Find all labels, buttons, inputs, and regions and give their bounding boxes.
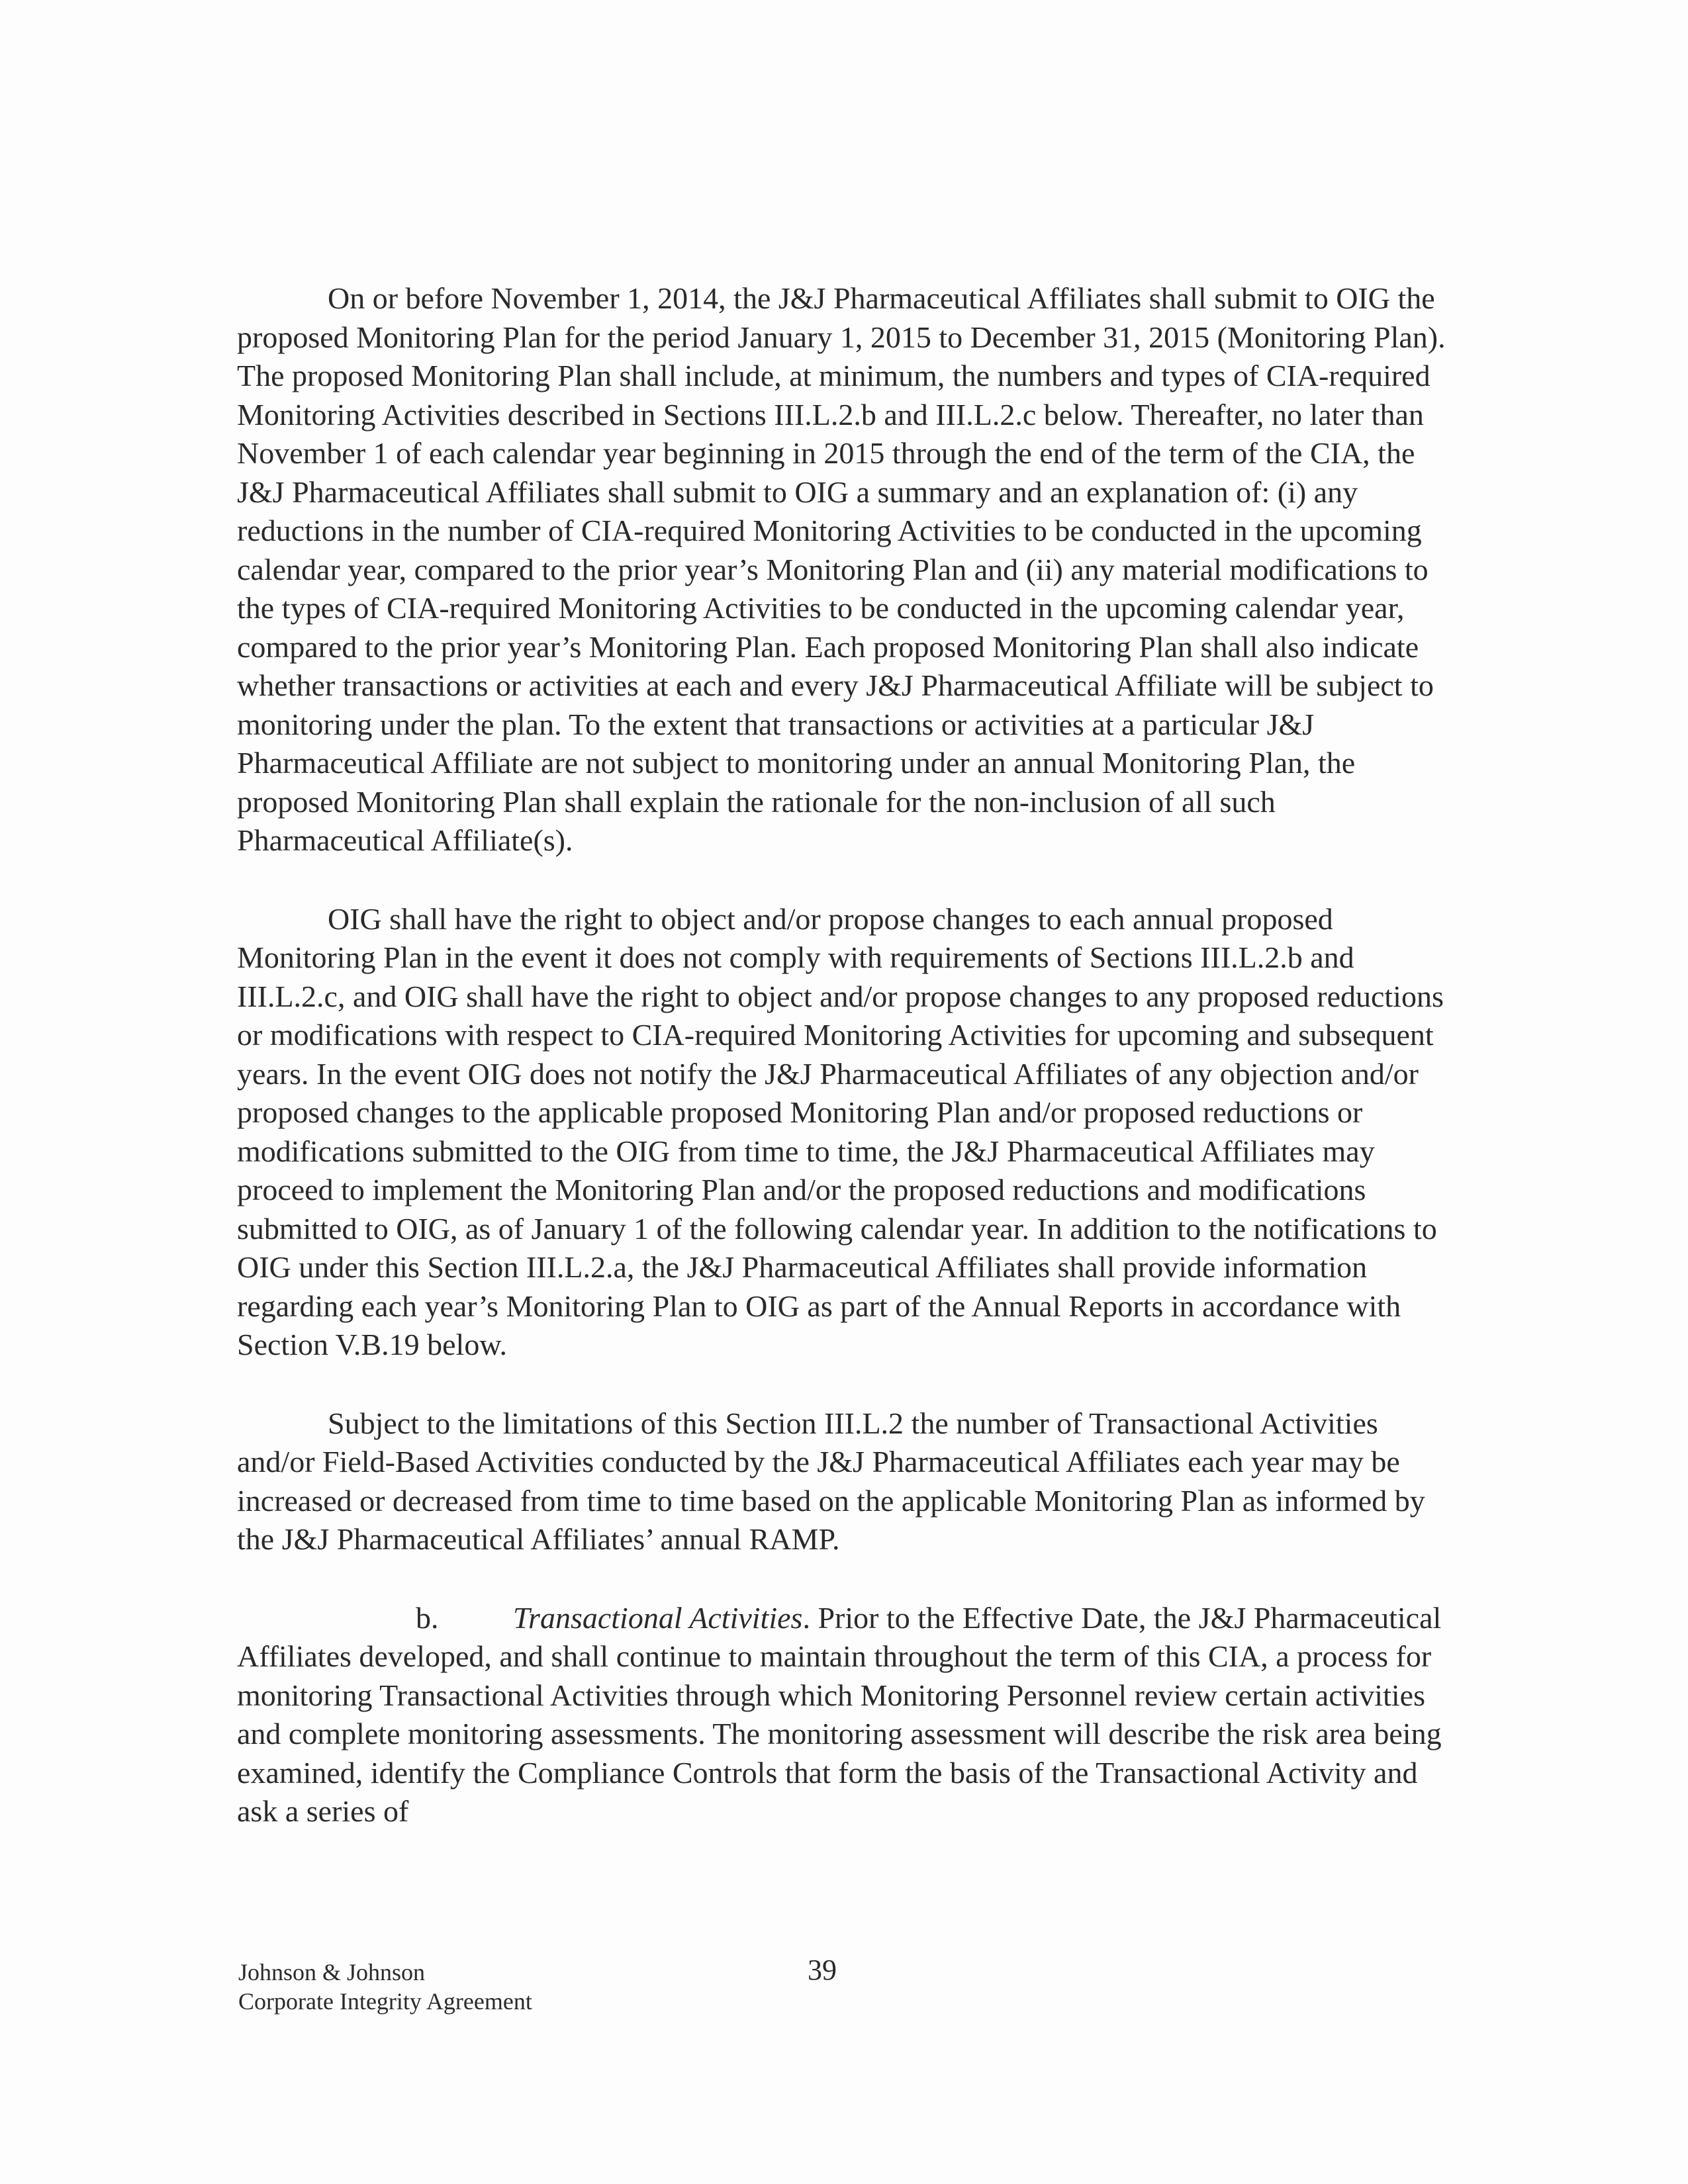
section-b-title: Transactional Activities [513,1600,803,1635]
page-number: 39 [808,1954,837,1986]
paragraph-activity-limitations: Subject to the limitations of this Section III.L.2 the number of Transactional Activities and/or Field-Based Activities conducted by the J&J Pharmaceutical Affiliates each year may be increased or decreased from time to time based on the applicable Monitoring Plan as informed by the J&J Pharmaceutical Affiliates’ annual RAMP. [237,1406,1425,1556]
paragraph-monitoring-plan-submission: On or before November 1, 2014, the J&J Pharmaceutical Affiliates shall submit to OIG the proposed Monitoring Plan for the period January 1, 2015 to December 31, 2015 (Monitoring Plan). The proposed Monitoring Plan shall include, at minimum, the numbers and types of CIA-required Monitoring Activities described in Sections III.L.2.b and III.L.2.c below. Thereafter, no later than November 1 of each calendar year beginning in 2015 through the end of the term of the CIA, the J&J Pharmaceutical Affiliates shall submit to OIG a summary and an explanation of: (i) any reductions in the number of CIA-required Monitoring Activities to be conducted in the upcoming calendar year, compared to the prior year’s Monitoring Plan and (ii) any material modifications to the types of CIA-required Monitoring Activities to be conducted in the upcoming calendar year, compared to the prior year’s Monitoring Plan. Each proposed Monitoring Plan shall also indicate whether transactions or activities at each and every J&J Pharmaceutical Affiliate will be subject to monitoring under the plan. To the extent that transactions or activities at a particular J&J Pharmaceutical Affiliate are not subject to monitoring under an annual Monitoring Plan, the proposed Monitoring Plan shall explain the rationale for the non-inclusion of all such Pharmaceutical Affiliate(s). [237,281,1446,857]
footer-line-company: Johnson & Johnson [238,1959,426,1985]
section-b-paragraph [237,1599,1448,1831]
paragraph-oig-objection-rights: OIG shall have the right to object and/or propose changes to each annual proposed Monitoring Plan in the event it does not comply with requirements of Sections III.L.2.b and III.L.2.c, and OIG shall have the right to object and/or propose changes to any proposed reductions or modifications with respect to CIA-required Monitoring Activities for upcoming and subsequent years. In the event OIG does not notify the J&J Pharmaceutical Affiliates of any objection and/or proposed changes to the applicable proposed Monitoring Plan and/or proposed reductions or modifications submitted to the OIG from time to time, the J&J Pharmaceutical Affiliates may proceed to implement the Monitoring Plan and/or the proposed reductions and modifications submitted to OIG, as of January 1 of the following calendar year. In addition to the notifications to OIG under this Section III.L.2.a, the J&J Pharmaceutical Affiliates shall provide information regarding each year’s Monitoring Plan to OIG as part of the Annual Reports in accordance with Section V.B.19 below. [237,901,1444,1361]
footer-document-title [238,1958,532,2016]
section-b-text: . Prior to the Effective Date, the J&J Pharmaceutical Affiliates developed, and shall continue to maintain throughout the term of this CIA, a process for monitoring Transactional Activities through which Monitoring Personnel review certain activities and complete monitoring assessments. The monitoring assessment will describe the risk area being examined, identify the Compliance Controls that form the basis of the Transactional Activity and ask a series of [237,1600,1442,1828]
section-b-letter: b. [416,1600,439,1635]
footer-line-agreement: Corporate Integrity Agreement [238,1988,532,2015]
document-body [237,279,1448,1831]
